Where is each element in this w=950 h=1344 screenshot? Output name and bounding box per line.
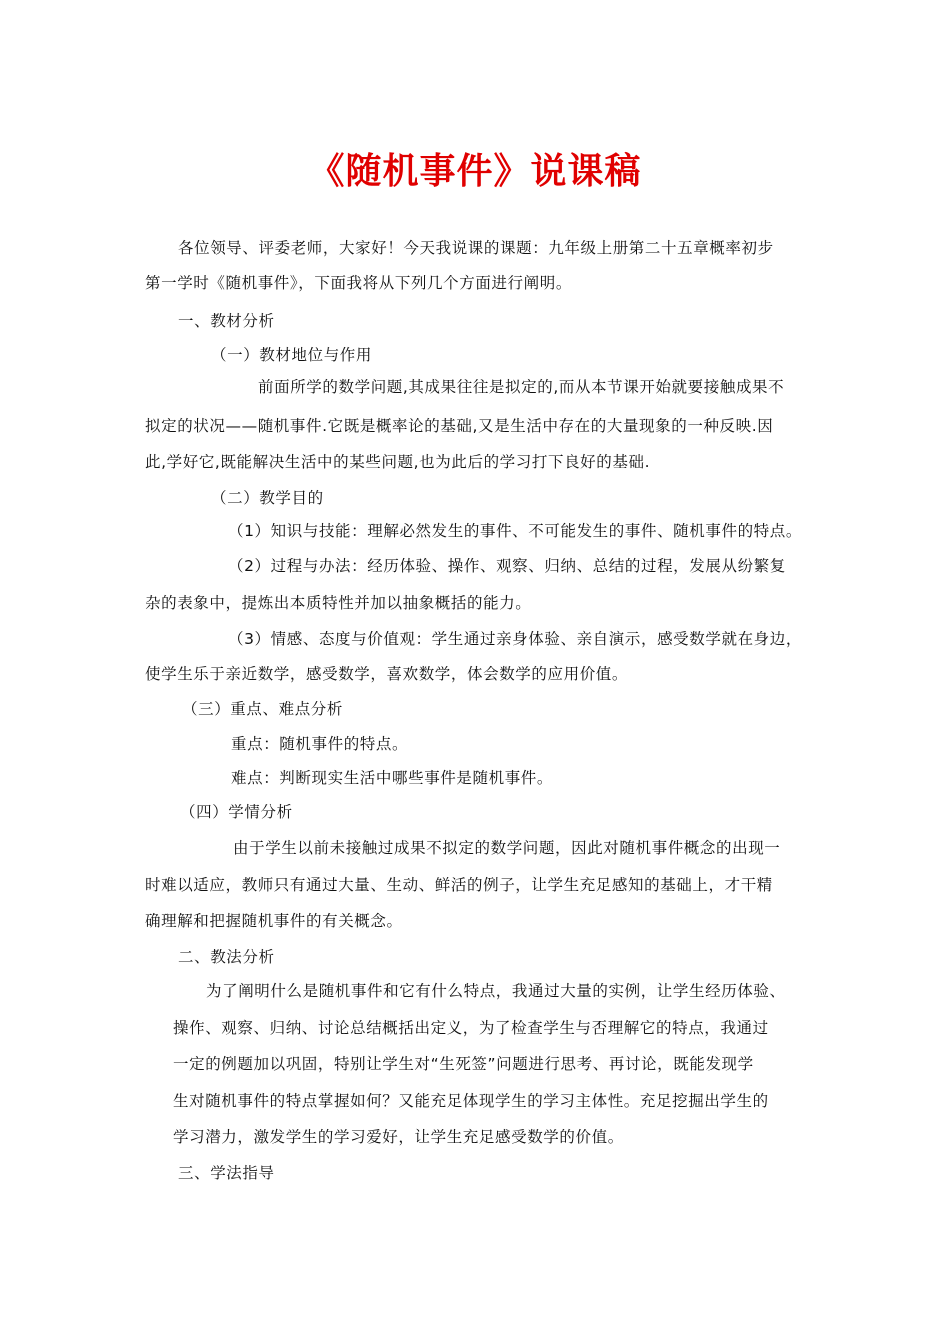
- paragraph-line: 各位领导、评委老师，大家好！今天我说课的课题：九年级上册第二十五章概率初步: [178, 239, 774, 257]
- paragraph-line: 使学生乐于亲近数学，感受数学，喜欢数学，体会数学的应用价值。: [145, 665, 629, 683]
- paragraph-line: 确理解和把握随机事件的有关概念。: [145, 912, 403, 930]
- paragraph-line: 时难以适应，教师只有通过大量、生动、鲜活的例子，让学生充足感知的基础上，才干精: [145, 876, 773, 894]
- paragraph-line: （1）知识与技能：理解必然发生的事件、不可能发生的事件、随机事件的特点。: [228, 522, 802, 540]
- paragraph-line: 第一学时《随机事件》，下面我将从下列几个方面进行阐明。: [145, 274, 572, 292]
- paragraph-line: （2）过程与办法：经历体验、操作、观察、归纳、总结的过程，发展从纷繁复: [228, 557, 786, 575]
- subsection-heading: （二）教学目的: [211, 489, 324, 507]
- section-heading: 二、教法分析: [178, 948, 275, 966]
- paragraph-line: 生对随机事件的特点掌握如何？又能充足体现学生的学习主体性。充足挖掘出学生的: [173, 1092, 769, 1110]
- paragraph-line: 学习潜力，激发学生的学习爱好，让学生充足感受数学的价值。: [173, 1128, 624, 1146]
- paragraph-line: 为了阐明什么是随机事件和它有什么特点，我通过大量的实例，让学生经历体验、: [206, 982, 786, 1000]
- paragraph-line: 杂的表象中，提炼出本质特性并加以抽象概括的能力。: [145, 594, 532, 612]
- subsection-heading: （一）教材地位与作用: [211, 346, 373, 364]
- paragraph-line: 此,学好它,既能解决生活中的某些问题,也为此后的学习打下良好的基础.: [145, 453, 651, 471]
- section-heading: 三、学法指导: [178, 1164, 275, 1182]
- paragraph-line: 拟定的状况——随机事件.它既是概率论的基础,又是生活中存在的大量现象的一种反映.因: [145, 417, 774, 435]
- paragraph-line: 难点：判断现实生活中哪些事件是随机事件。: [231, 769, 554, 787]
- subsection-heading: （四）学情分析: [180, 803, 293, 821]
- paragraph-line: 前面所学的数学问题,其成果往往是拟定的,而从本节课开始就要接触成果不: [258, 378, 785, 396]
- document-title: 《随机事件》说课稿: [308, 150, 642, 192]
- paragraph-line: 由于学生以前未接触过成果不拟定的数学问题，因此对随机事件概念的出现一: [233, 839, 781, 857]
- paragraph-line: 一定的例题加以巩固，特别让学生对“生死签”问题进行思考、再讨论，既能发现学: [173, 1055, 754, 1073]
- section-heading: 一、教材分析: [178, 312, 275, 330]
- paragraph-line: 重点：随机事件的特点。: [231, 735, 409, 753]
- subsection-heading: （三）重点、难点分析: [182, 700, 344, 718]
- paragraph-line: 操作、观察、归纳、讨论总结概括出定义，为了检查学生与否理解它的特点，我通过: [173, 1019, 769, 1037]
- paragraph-line: （3）情感、态度与价值观：学生通过亲身体验、亲自演示，感受数学就在身边，: [228, 630, 802, 648]
